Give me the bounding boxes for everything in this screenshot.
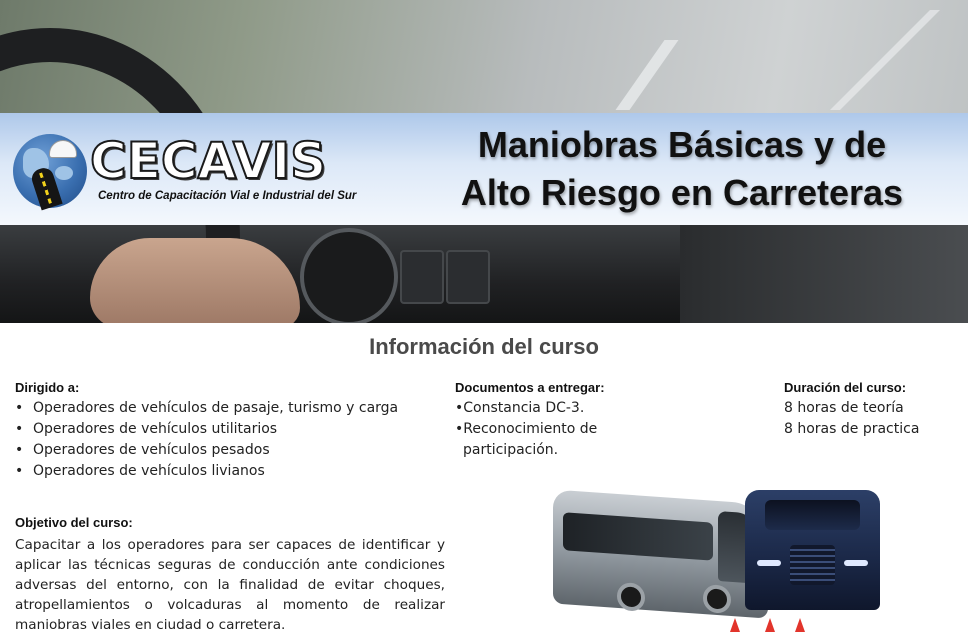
headlight (757, 560, 781, 566)
course-title-line1: Maniobras Básicas y de (477, 124, 887, 165)
course-title (412, 121, 952, 217)
bus-image (553, 489, 768, 618)
hard-hat-icon (49, 140, 77, 158)
course-title-line2: Alto Riesgo en Carreteras (460, 172, 904, 213)
list-item: •Reconocimiento de (455, 421, 598, 437)
audience-heading-colon: : (74, 380, 80, 395)
headlight (844, 560, 868, 566)
air-vent (446, 250, 490, 304)
list-item: participación. (463, 442, 559, 458)
list-item: 8 horas de practica (784, 421, 920, 437)
objective-text: Capacitar a los operadores para ser capaces de identificar y aplicar las técnicas seguras de conducción ante condiciones adversas del entorno, con la finalidad de evitar choques, atropellamientos o volcaduras al momento de realizar maniobras viales en ciudad o carretera. (15, 537, 445, 633)
console-panel (680, 225, 968, 323)
title-banner (0, 113, 968, 225)
driver-hand-image (90, 238, 300, 323)
globe-logo-icon (13, 134, 87, 208)
audience-list (15, 398, 398, 482)
list-item: 8 horas de teoría (784, 400, 904, 416)
truck-image (745, 490, 880, 610)
traffic-cone-icon (795, 618, 805, 632)
traffic-cone-icon (765, 618, 775, 632)
brand-logo-text: CECAVIS (90, 132, 327, 190)
duration-list (784, 398, 919, 440)
list-item: •Constancia DC-3. (455, 400, 585, 416)
documents-list (455, 398, 597, 461)
brand-tagline: Centro de Capacitación Vial e Industrial del Sur (98, 190, 357, 202)
wheel-icon (617, 582, 645, 612)
traffic-cone-icon (730, 618, 740, 632)
documents-heading: Documentos a entregar: (455, 380, 605, 395)
bus-windows (563, 512, 713, 560)
list-item: • Operadores de vehículos utilitarios (15, 419, 398, 440)
wheel-icon (703, 584, 731, 614)
truck-grill (790, 545, 835, 585)
audience-heading-text: Dirigido a (15, 380, 75, 395)
air-vent (400, 250, 444, 304)
speedometer-image (300, 228, 398, 323)
objective-heading: Objetivo del curso: (15, 515, 133, 530)
section-title: Información del curso (369, 334, 599, 359)
list-item: • Operadores de vehículos de pasaje, turismo y carga (15, 398, 398, 419)
audience-heading (15, 380, 79, 395)
list-item: • Operadores de vehículos pesados (15, 440, 398, 461)
truck-windshield (765, 500, 860, 530)
list-item: • Operadores de vehículos livianos (15, 461, 398, 482)
globe-land (55, 166, 73, 180)
duration-heading: Duración del curso: (784, 380, 907, 395)
